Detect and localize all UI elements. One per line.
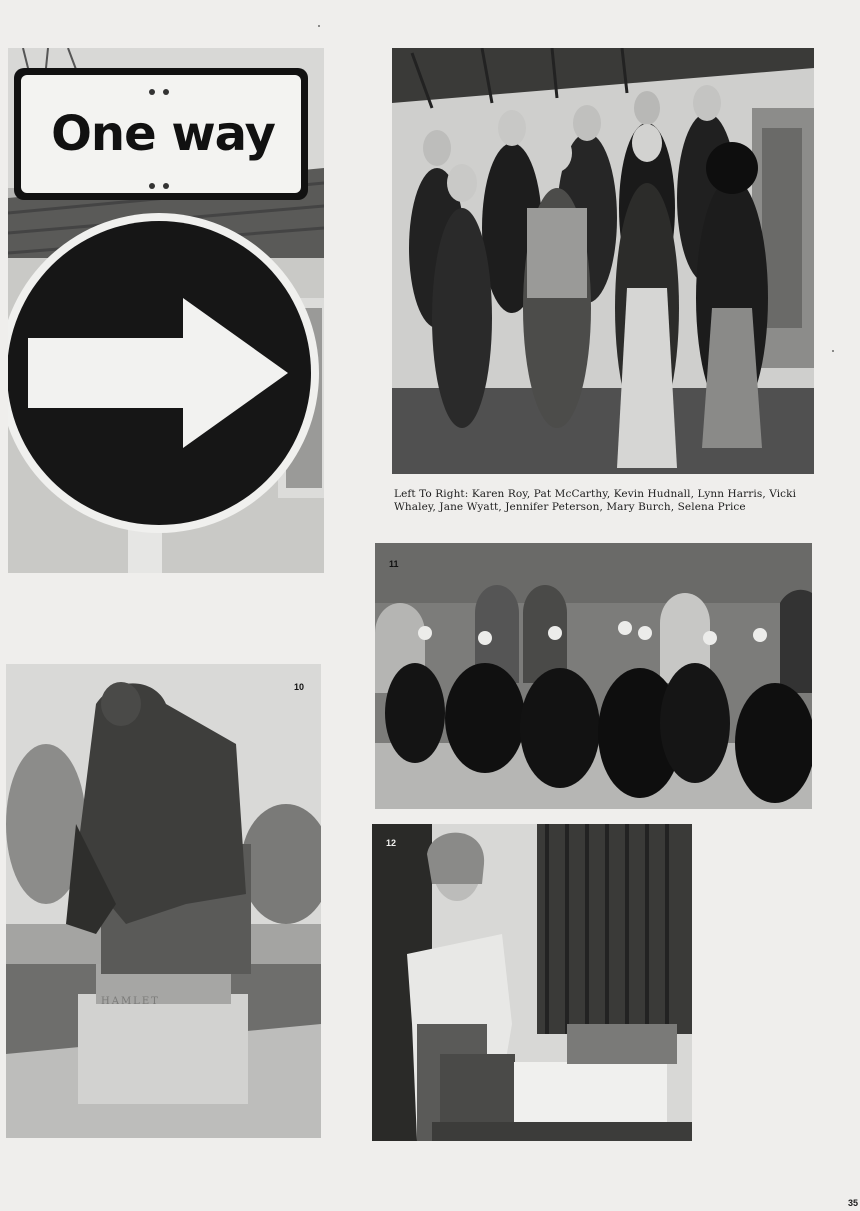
photo-caption: Left To Right: Karen Roy, Pat McCarthy, Kevin Hudnall, Lynn Harris, Vicki Whaley, Jane Wyatt, Jennifer Peterson, Mary Burch, Selena Price bbox=[394, 488, 797, 513]
horse-guards-image bbox=[375, 543, 812, 809]
photo-horse-guards bbox=[375, 543, 812, 809]
photo-hamlet-statue bbox=[6, 664, 321, 1138]
students-group-image bbox=[392, 48, 814, 474]
dust-speck bbox=[832, 350, 834, 352]
photo-students-group bbox=[392, 48, 814, 474]
hamlet-statue-image bbox=[6, 664, 321, 1138]
dust-speck bbox=[318, 25, 320, 27]
photo-one-way-sign bbox=[8, 48, 324, 573]
statue-plinth-text: HAMLET bbox=[101, 996, 160, 1007]
photo-number-12: 12 bbox=[386, 838, 397, 848]
teacher-record-player-image bbox=[372, 824, 692, 1141]
page-number: 35 bbox=[847, 1198, 858, 1208]
photo-teacher-record-player bbox=[372, 824, 692, 1141]
photo-number-10: 10 bbox=[294, 682, 305, 692]
photo-number-11: 11 bbox=[389, 559, 399, 569]
one-way-sign-text: One way bbox=[51, 106, 275, 162]
